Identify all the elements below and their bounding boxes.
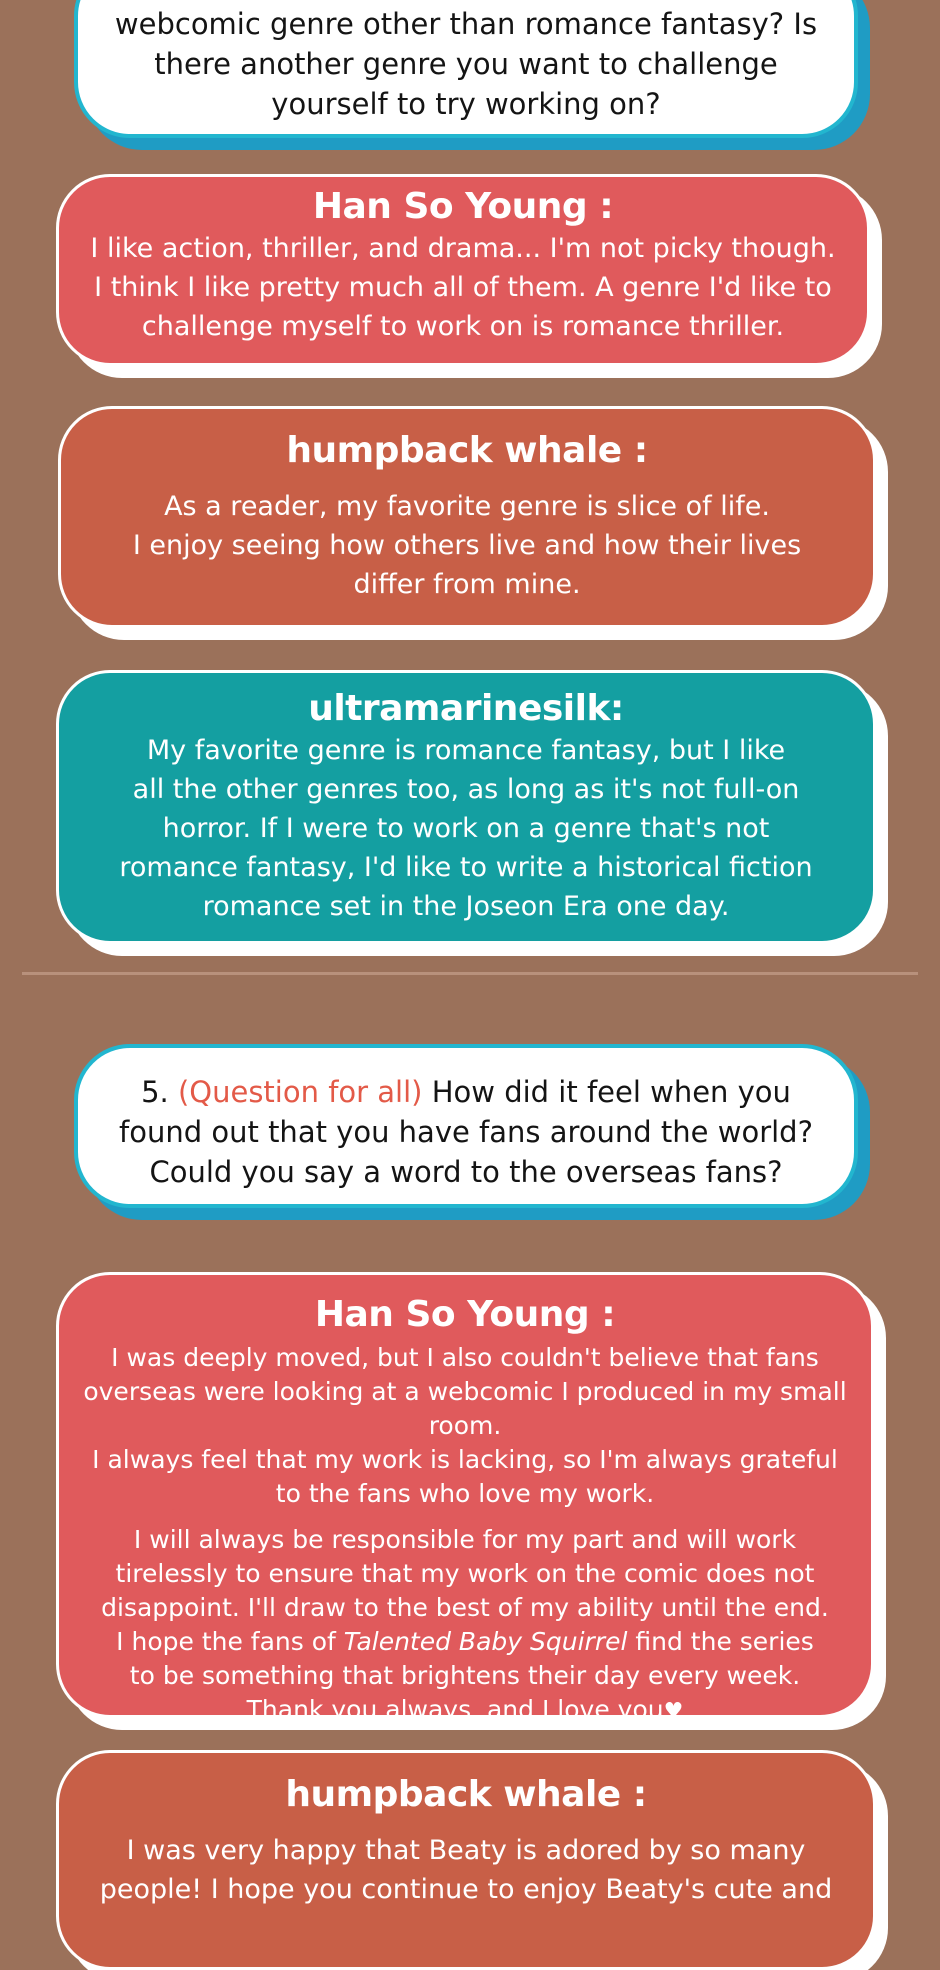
answer-humpback-whale-q4 <box>58 406 876 628</box>
answer-line: people! I hope you continue to enjoy Beaty's cute and <box>99 1874 833 1905</box>
speaker-name: humpback whale : <box>285 1774 647 1815</box>
question-5-line-1-rest: How did it feel when you <box>431 1075 791 1109</box>
answer-han-so-young-q4 <box>56 174 870 366</box>
closing-text: Thank you always, and I love you <box>246 1695 664 1724</box>
answer-line: challenge myself to work on is romance thriller. <box>141 311 785 342</box>
answer-line: I was deeply moved, but I also couldn't believe that fans <box>111 1343 819 1372</box>
heart-icon: ♥ <box>663 1699 684 1724</box>
answer-han-so-young-q5 <box>56 1272 874 1724</box>
question-4-line-1: webcomic genre other than romance fantasy? Is <box>114 7 818 41</box>
answer-line: to the fans who love my work. <box>275 1479 655 1508</box>
answer-line: As a reader, my favorite genre is slice of life. <box>164 491 770 522</box>
question-number: 5. <box>141 1075 169 1109</box>
answer-line: disappoint. I'll draw to the best of my ability until the end. <box>101 1593 829 1622</box>
question-5-line-3: Could you say a word to the overseas fans? <box>149 1155 783 1189</box>
speaker-name: Han So Young : <box>312 186 614 227</box>
question-4-line-3: yourself to try working on? <box>271 87 661 121</box>
answer-line: I like action, thriller, and drama... I'm not picky though. <box>90 233 836 264</box>
answer-text: I hope the fans of <box>116 1627 336 1656</box>
comic-title: Talented Baby Squirrel <box>343 1627 628 1656</box>
question-tag: (Question for all) <box>177 1075 423 1109</box>
answer-line: I was very happy that Beaty is adored by so many <box>126 1835 806 1866</box>
answer-line: I will always be responsible for my part and will work <box>133 1525 797 1554</box>
answer-line: I think I like pretty much all of them. A genre I'd like to <box>94 272 832 303</box>
answer-line: differ from mine. <box>353 569 581 600</box>
answer-text: find the series <box>635 1627 814 1656</box>
speaker-name: ultramarinesilk: <box>308 688 624 729</box>
answer-line: I enjoy seeing how others live and how their lives <box>132 530 802 561</box>
answer-line: romance fantasy, I'd like to write a historical fiction <box>119 852 813 883</box>
question-4-line-2: there another genre you want to challenge <box>154 47 778 81</box>
question-5-line-2: found out that you have fans around the world? <box>119 1115 813 1149</box>
question-5-bubble <box>74 1044 858 1208</box>
answer-line <box>59 1693 871 1729</box>
answer-line <box>59 1625 871 1659</box>
answer-ultramarinesilk-q4 <box>56 670 876 944</box>
speaker-name: humpback whale : <box>286 430 648 471</box>
answer-line: horror. If I were to work on a genre that's not <box>162 813 770 844</box>
answer-line: I always feel that my work is lacking, so I'm always grateful <box>92 1445 838 1474</box>
answer-line: tirelessly to ensure that my work on the comic does not <box>115 1559 815 1588</box>
section-divider <box>22 972 918 975</box>
answer-line: all the other genres too, as long as it's not full-on <box>132 774 800 805</box>
answer-line: romance set in the Joseon Era one day. <box>202 891 730 922</box>
question-4-bubble <box>74 0 858 138</box>
answer-line: My favorite genre is romance fantasy, but I like <box>146 735 786 766</box>
question-5-line-1 <box>78 1072 854 1112</box>
speaker-name: Han So Young : <box>314 1294 616 1335</box>
answer-humpback-whale-q5 <box>56 1750 876 1970</box>
answer-line: to be something that brightens their day every week. <box>129 1661 801 1690</box>
answer-line: overseas were looking at a webcomic I produced in my small room. <box>83 1377 847 1440</box>
